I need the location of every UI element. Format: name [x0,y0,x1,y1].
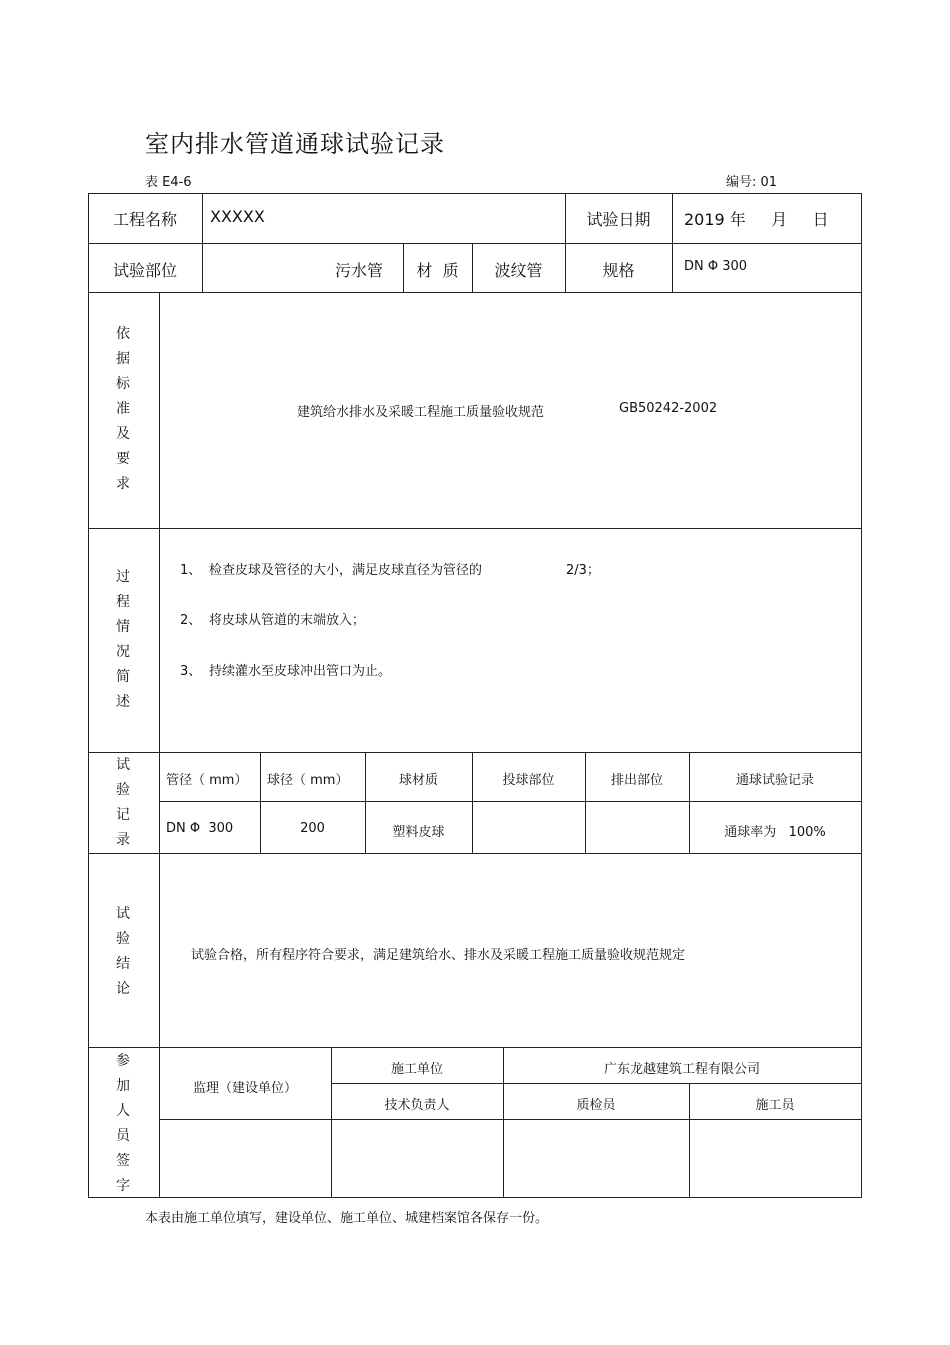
process-label: 过 程 情 况 简 述 [116,569,130,710]
header-ball-diameter: 球径（ mm） [267,773,349,788]
test-part-label: 试验部位 [112,261,177,280]
test-part-value: 污水管 [335,261,384,280]
step-1-ratio: 2/3； [566,563,600,578]
conclusion-text: 试验合格，所有程序符合要求，满足建筑给水、排水及采暖工程施工质量验收规范规定 [191,948,686,963]
basis-label: 依 据 标 准 及 要 求 [116,326,130,492]
header-insert-position: 投球部位 [502,773,555,788]
header-exit-position: 排出部位 [610,773,663,788]
project-name-value: XXXXX [210,207,265,226]
test-date-label: 试验日期 [586,210,651,229]
tech-lead-label: 技术负责人 [384,1098,450,1113]
spec-value: DN Φ 300 [684,259,748,274]
inspector-label: 质检员 [576,1098,616,1113]
supervisor-label: 监理（建设单位） [192,1081,297,1096]
step-3-text: 持续灌水至皮球冲出管口为止。 [209,664,392,679]
material-value: 波纹管 [494,261,543,280]
contractor-label: 施工单位 [390,1062,443,1077]
test-date-value: 2019 年 月 日 [684,210,829,229]
conclusion-label: 试 验 结 论 [116,906,130,997]
step-2-number: 2、 [180,613,202,628]
page-title: 室内排水管道通球试验记录 [145,130,445,158]
step-1-text: 检查皮球及管径的大小，满足皮球直径为管径的 [209,563,483,578]
basis-standard-text: 建筑给水排水及采暖工程施工质量验收规范 [297,405,545,420]
value-ball-material: 塑料皮球 [392,825,445,840]
form-number: 表 E4-6 [145,175,192,190]
step-3-number: 3、 [180,664,202,679]
header-ball-material: 球材质 [398,773,438,788]
footer-note: 本表由施工单位填写，建设单位、施工单位、城建档案馆各保存一份。 [145,1211,549,1226]
material-label: 材 质 [416,261,459,280]
step-2-text: 将皮球从管道的末端放入； [209,613,366,628]
header-test-record: 通球试验记录 [735,773,814,788]
project-name-label: 工程名称 [112,210,177,229]
value-pipe-diameter: DN Φ 300 [166,821,234,836]
serial-number: 编号: 01 [726,175,778,190]
contractor-name: 广东龙越建筑工程有限公司 [603,1062,760,1077]
header-pipe-diameter: 管径（ mm） [166,773,248,788]
step-1-number: 1、 [180,563,202,578]
value-ball-diameter: 200 [300,821,325,836]
participants-label: 参 加 人 员 签 字 [116,1053,130,1194]
record-label: 试 验 记 录 [116,757,130,848]
basis-standard-code: GB50242-2002 [619,401,718,416]
worker-label: 施工员 [755,1098,795,1113]
value-test-record: 通球率为 100% [724,825,826,840]
spec-label: 规格 [602,261,635,280]
